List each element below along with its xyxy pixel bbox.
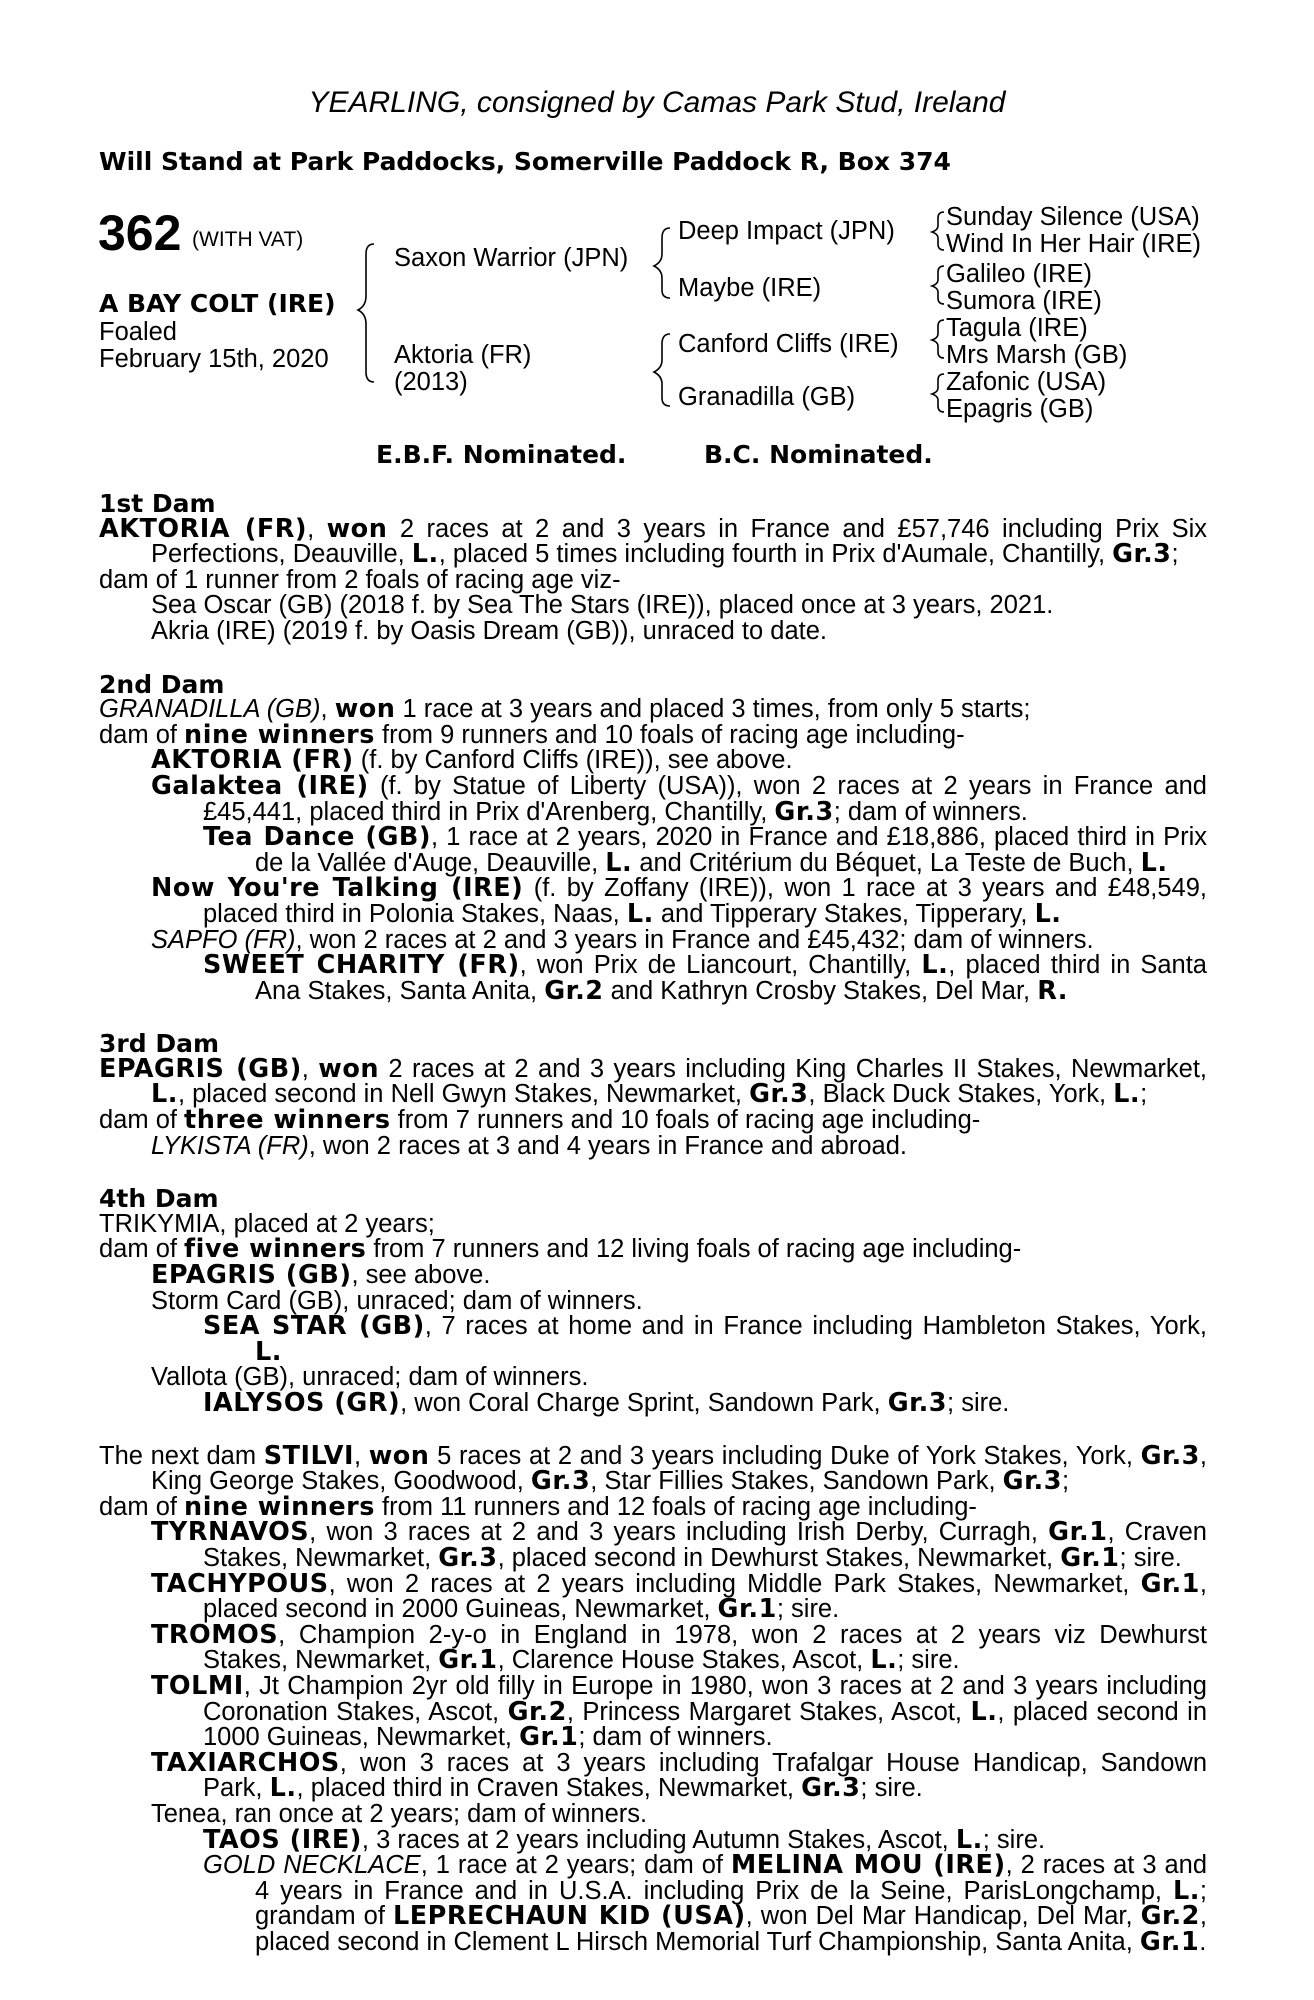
bold-text: Gr.1 xyxy=(519,1722,579,1753)
sire: Saxon Warrior (JPN) xyxy=(394,244,629,272)
bold-text: nine winners xyxy=(184,1491,375,1522)
section-gap xyxy=(99,1159,1207,1186)
text: , xyxy=(307,514,327,543)
bold-text: AKTORIA (FR) xyxy=(99,513,308,544)
stand-location: Will Stand at Park Paddocks, Somerville Paddock R, Box 374 xyxy=(99,147,951,176)
text: , placed second in Clement L Hirsch Memorial Turf Championship, Santa Anita, xyxy=(255,1902,1207,1956)
pedigree-entry xyxy=(99,1619,1207,1676)
text: , Craven Stakes, Newmarket, xyxy=(203,1518,1207,1572)
dam-dam: Granadilla (GB) xyxy=(678,383,856,411)
text: , won 2 races at 2 and 3 years in France and £45,432; dam of winners. xyxy=(295,925,1094,954)
pedigree-entry xyxy=(99,593,1207,619)
bold-text: Gr.3 xyxy=(530,1466,591,1497)
section-gap xyxy=(99,1004,1207,1031)
pedigree-entry xyxy=(99,822,1207,878)
bold-text: SWEET CHARITY (FR) xyxy=(203,950,520,981)
text: , won 3 races at 2 and 3 years including Irish Derby, Curragh, xyxy=(309,1518,1049,1547)
text: ; sire. xyxy=(1119,1543,1182,1572)
text: , placed second in Nell Gwyn Stakes, Newmarket, xyxy=(177,1080,750,1109)
ancestor-2: Wind In Her Hair (IRE) xyxy=(946,230,1202,258)
ebf-nomination: E.B.F. Nominated. xyxy=(376,440,627,469)
text: , Star Fillies Stakes, Sandown Park, xyxy=(590,1467,1003,1496)
bold-text: EPAGRIS (GB) xyxy=(99,1053,302,1084)
text: , won 3 races at 3 years including Trafalgar House Handicap, Sandown Park, xyxy=(203,1748,1207,1803)
italic-text: GRANADILLA (GB) xyxy=(99,695,321,724)
text: , won 2 races at 2 years including Middle Park Stakes, Newmarket, xyxy=(328,1569,1141,1598)
bold-text: Galaktea (IRE) xyxy=(151,770,369,801)
text: Tenea, ran once at 2 years; dam of winners. xyxy=(151,1799,648,1828)
bold-text: TAOS (IRE) xyxy=(203,1824,362,1855)
vat-note: (WITH VAT) xyxy=(192,228,304,251)
bold-text: TOLMI xyxy=(151,1670,244,1701)
ancestor-3: Galileo (IRE) xyxy=(946,260,1092,288)
bold-text: Gr.3 xyxy=(438,1542,498,1573)
bold-text: Gr.3 xyxy=(1112,539,1172,570)
bold-text: R. xyxy=(1037,975,1068,1006)
text: 2 races at 2 and 3 years including King Charles II Stakes, Newmarket, xyxy=(379,1054,1207,1083)
bold-text: Gr.1 xyxy=(1048,1517,1108,1548)
pedigree-entry xyxy=(99,565,1207,594)
pedigree-entry xyxy=(99,1105,1207,1136)
pedigree-entry xyxy=(99,1747,1207,1804)
bold-text: Gr.1 xyxy=(438,1645,498,1676)
text: and Critérium du Béquet, La Teste de Buch, xyxy=(632,848,1141,877)
text: , placed second in 2000 Guineas, Newmarket, xyxy=(203,1569,1207,1624)
pedigree-entry xyxy=(99,616,1207,645)
pedigree-entry xyxy=(99,1670,1207,1753)
text: , placed third in Santa Ana Stakes, Santa Anita, xyxy=(255,951,1207,1005)
bold-text: won xyxy=(368,1440,430,1471)
bold-text: three winners xyxy=(184,1105,391,1136)
ancestor-7: Zafonic (USA) xyxy=(946,368,1107,396)
section-heading: 4th Dam xyxy=(99,1184,219,1214)
bold-text: Gr.3 xyxy=(1002,1466,1062,1497)
text: , King George Stakes, Goodwood, xyxy=(151,1441,1208,1496)
text: , won Del Mar Handicap, Del Mar, xyxy=(745,1902,1141,1931)
text: ; sire. xyxy=(897,1646,960,1675)
bold-text: Gr.3 xyxy=(1140,1440,1200,1471)
italic-text: GOLD NECKLACE xyxy=(203,1851,421,1880)
pedigree-entry xyxy=(99,1131,1207,1160)
text: , 1 race at 2 years; dam of xyxy=(420,1851,731,1880)
pedigree-entry xyxy=(99,1440,1208,1497)
text: , won Prix de Liancourt, Chantilly, xyxy=(519,951,922,980)
lot-description: A BAY COLT (IRE) xyxy=(99,289,336,318)
bold-text: Gr.2 xyxy=(507,1696,567,1727)
text: , Black Duck Stakes, York, xyxy=(808,1080,1114,1109)
pedigree-entry xyxy=(99,1260,1207,1291)
text: ; grandam of xyxy=(255,1876,1207,1931)
dam-sire: Canford Cliffs (IRE) xyxy=(678,330,899,358)
bold-text: TACHYPOUS xyxy=(151,1568,329,1599)
text: from 7 runners and 12 living foals of racing age including- xyxy=(366,1235,1022,1264)
dam: Aktoria (FR) xyxy=(394,341,532,369)
text: 1 race at 3 years and placed 3 times, from only 5 starts; xyxy=(395,695,1031,724)
bc-nomination: B.C. Nominated. xyxy=(704,440,933,469)
ancestor-8: Epagris (GB) xyxy=(946,395,1094,423)
page-title: YEARLING, consigned by Camas Park Stud, Ireland xyxy=(308,86,1006,119)
text: dam of xyxy=(99,1106,185,1135)
bold-text: Gr.3 xyxy=(774,796,834,827)
bold-text: SEA STAR (GB) xyxy=(203,1311,425,1342)
text: Storm Card (GB), unraced; dam of winners. xyxy=(151,1286,643,1315)
bold-text: L. xyxy=(870,1645,898,1676)
text: ; xyxy=(1140,1080,1148,1109)
text: Akria (IRE) (2019 f. by Oasis Dream (GB)), unraced to date. xyxy=(151,616,827,645)
bold-text: L. xyxy=(955,1824,983,1855)
text: , xyxy=(320,695,335,724)
bold-text: STILVI xyxy=(263,1440,354,1471)
lot-number: 362 xyxy=(98,205,182,261)
bold-text: five winners xyxy=(184,1234,367,1265)
foaled-date: February 15th, 2020 xyxy=(99,345,329,373)
ancestor-1: Sunday Silence (USA) xyxy=(946,203,1200,231)
pedigree-entry xyxy=(99,873,1207,929)
text: , xyxy=(301,1054,319,1083)
text: , placed second in 1000 Guineas, Newmarket, xyxy=(203,1697,1207,1752)
text: (f. by Canford Cliffs (IRE)), see above. xyxy=(353,746,793,775)
bold-text: L. xyxy=(1113,1079,1141,1110)
text: and Tipperary Stakes, Tipperary, xyxy=(653,899,1035,928)
bold-text: Gr.1 xyxy=(1060,1542,1120,1573)
text: ; sire. xyxy=(776,1595,840,1624)
text: (f. by Statue of Liberty (USA)), won 2 races at 2 years in France and £45,441, placed third in Prix d'Arenberg, Chantilly, xyxy=(203,771,1207,826)
pedigree-entry xyxy=(99,770,1207,827)
text: , see above. xyxy=(351,1261,491,1290)
dam-section xyxy=(99,491,1207,645)
text: dam of xyxy=(99,720,185,749)
text: ; sire. xyxy=(982,1825,1046,1854)
bold-text: TROMOS xyxy=(151,1619,279,1650)
text: dam of xyxy=(99,1235,185,1264)
bold-text: L. xyxy=(605,847,633,878)
pedigree-entry xyxy=(99,1568,1207,1625)
ancestor-4: Sumora (IRE) xyxy=(946,287,1102,315)
bold-text: MELINA MOU (IRE) xyxy=(730,1850,1006,1881)
text: ; dam of winners. xyxy=(578,1723,773,1752)
pedigree-entry xyxy=(99,1850,1208,1957)
pedigree-entry xyxy=(99,950,1207,1006)
bold-text: L. xyxy=(921,950,949,981)
text: (f. by Zoffany (IRE)), won 1 race at 3 years and £48,549, placed third in Polonia Stakes, Naas, xyxy=(203,874,1207,928)
section-heading: 1st Dam xyxy=(99,489,216,518)
text: from 11 runners and 12 foals of racing age including- xyxy=(374,1492,977,1521)
bold-text: AKTORIA (FR) xyxy=(151,745,354,776)
ancestor-5: Tagula (IRE) xyxy=(946,314,1088,342)
text: dam of xyxy=(99,1492,185,1521)
bold-text: L. xyxy=(970,1696,998,1727)
text: , won 2 races at 3 and 4 years in France and abroad. xyxy=(308,1131,907,1160)
bold-text: Gr.3 xyxy=(801,1773,861,1804)
text: , won Coral Charge Sprint, Sandown Park, xyxy=(400,1389,888,1417)
text: ; sire. xyxy=(947,1389,1010,1417)
pedigree-entry xyxy=(99,1053,1207,1110)
bold-text: IALYSOS (GR) xyxy=(203,1388,401,1418)
italic-text: LYKISTA (FR) xyxy=(151,1131,309,1160)
text: Sea Oscar (GB) (2018 f. by Sea The Stars (IRE)), placed once at 3 years, 2021. xyxy=(151,591,1054,620)
bold-text: L. xyxy=(255,1336,282,1367)
text: ; dam of winners. xyxy=(833,797,1028,826)
pedigree-entry xyxy=(99,1824,1207,1855)
ancestor-6: Mrs Marsh (GB) xyxy=(946,341,1128,369)
text: , 3 races at 2 years including Autumn Stakes, Ascot, xyxy=(361,1825,956,1854)
text: . xyxy=(1199,1927,1207,1956)
text: from 9 runners and 10 foals of racing age including- xyxy=(374,720,965,749)
text: The next dam xyxy=(99,1441,264,1470)
bold-text: Now You're Talking (IRE) xyxy=(151,873,524,904)
bold-text: TYRNAVOS xyxy=(151,1517,310,1548)
pedigree-entry xyxy=(99,1388,1207,1418)
section-gap xyxy=(99,645,1207,672)
bold-text: L. xyxy=(269,1773,297,1804)
dam-year: (2013) xyxy=(394,368,468,396)
section-heading: 3rd Dam xyxy=(99,1029,219,1059)
bold-text: won xyxy=(334,694,396,725)
italic-text: SAPFO (FR) xyxy=(151,925,296,954)
bold-text: L. xyxy=(1034,898,1062,929)
text: 5 races at 2 and 3 years including Duke of York Stakes, York, xyxy=(429,1441,1141,1470)
bold-text: Gr.1 xyxy=(717,1594,777,1625)
text: , 7 races at home and in France including Hambleton Stakes, York, xyxy=(424,1312,1208,1341)
bold-text: L. xyxy=(151,1079,178,1110)
dam-section xyxy=(99,1004,1207,1159)
text: , Jt Champion 2yr old filly in Europe in 1980, won 3 races at 2 and 3 years including Coronation Stakes, Ascot, xyxy=(203,1671,1207,1726)
text: , 1 race at 2 years, 2020 in France and £18,886, placed third in Prix de la Vallée d'Auge, Deauville, xyxy=(255,823,1207,877)
bold-text: L. xyxy=(1172,1875,1200,1906)
text: , 2 races at 3 and 4 years in France and in U.S.A. including Prix de la Seine, ParisLongchamp, xyxy=(255,1851,1208,1905)
text: dam of 1 runner from 2 foals of racing age viz- xyxy=(99,565,621,594)
pedigree-table xyxy=(0,0,1314,470)
bold-text: EPAGRIS (GB) xyxy=(151,1260,352,1291)
bold-text: Gr.1 xyxy=(1139,1926,1200,1957)
section-heading: 2nd Dam xyxy=(99,669,225,699)
text: , placed second in Dewhurst Stakes, Newmarket, xyxy=(497,1543,1061,1572)
text: , xyxy=(353,1441,369,1470)
foaled-label: Foaled xyxy=(99,318,177,346)
dam-section xyxy=(99,645,1207,1005)
text: from 7 runners and 10 foals of racing age including- xyxy=(390,1106,981,1135)
text: and Kathryn Crosby Stakes, Del Mar, xyxy=(603,976,1038,1005)
family-notes xyxy=(99,491,1207,1955)
bold-text: TAXIARCHOS xyxy=(151,1747,340,1778)
bold-text: L. xyxy=(626,898,654,929)
bold-text: Gr.1 xyxy=(1140,1568,1200,1599)
text: ; sire. xyxy=(860,1774,923,1803)
bold-text: Gr.2 xyxy=(544,975,604,1006)
dam-section xyxy=(99,1159,1207,1416)
bold-text: nine winners xyxy=(184,719,375,750)
text: Vallota (GB), unraced; dam of winners. xyxy=(151,1363,589,1392)
sire-sire: Deep Impact (JPN) xyxy=(678,217,895,245)
section-gap xyxy=(99,1417,1207,1444)
bold-text: Gr.3 xyxy=(887,1388,948,1418)
bold-text: Gr.2 xyxy=(1140,1901,1200,1932)
text: ; xyxy=(1061,1467,1070,1496)
pedigree-entry xyxy=(99,1517,1207,1573)
text: , Princess Margaret Stakes, Ascot, xyxy=(566,1697,971,1726)
text: , Clarence House Stakes, Ascot, xyxy=(497,1646,871,1675)
dam-section xyxy=(99,1417,1207,1956)
text: ; xyxy=(1171,540,1179,569)
text: TRIKYMIA, placed at 2 years; xyxy=(99,1209,435,1238)
pedigree-entry xyxy=(99,1311,1208,1367)
text: , placed 5 times including fourth in Prix d'Aumale, Chantilly, xyxy=(438,540,1113,569)
bold-text: L. xyxy=(411,539,439,570)
text: , Champion 2-y-o in England in 1978, won 2 races at 2 years viz Dewhurst Stakes, Newmarket, xyxy=(203,1620,1207,1675)
bold-text: won xyxy=(326,513,388,544)
text: , placed third in Craven Stakes, Newmarket, xyxy=(296,1774,802,1803)
bold-text: Tea Dance (GB) xyxy=(203,822,431,853)
sire-dam: Maybe (IRE) xyxy=(678,274,822,302)
bold-text: won xyxy=(318,1053,380,1084)
pedigree-entry xyxy=(99,513,1207,570)
text: 2 races at 2 and 3 years in France and £57,746 including Prix Six Perfections, Deauville, xyxy=(151,514,1207,569)
bold-text: L. xyxy=(1140,847,1168,878)
bold-text: Gr.3 xyxy=(749,1079,809,1110)
bold-text: LEPRECHAUN KID (USA) xyxy=(392,1901,746,1932)
